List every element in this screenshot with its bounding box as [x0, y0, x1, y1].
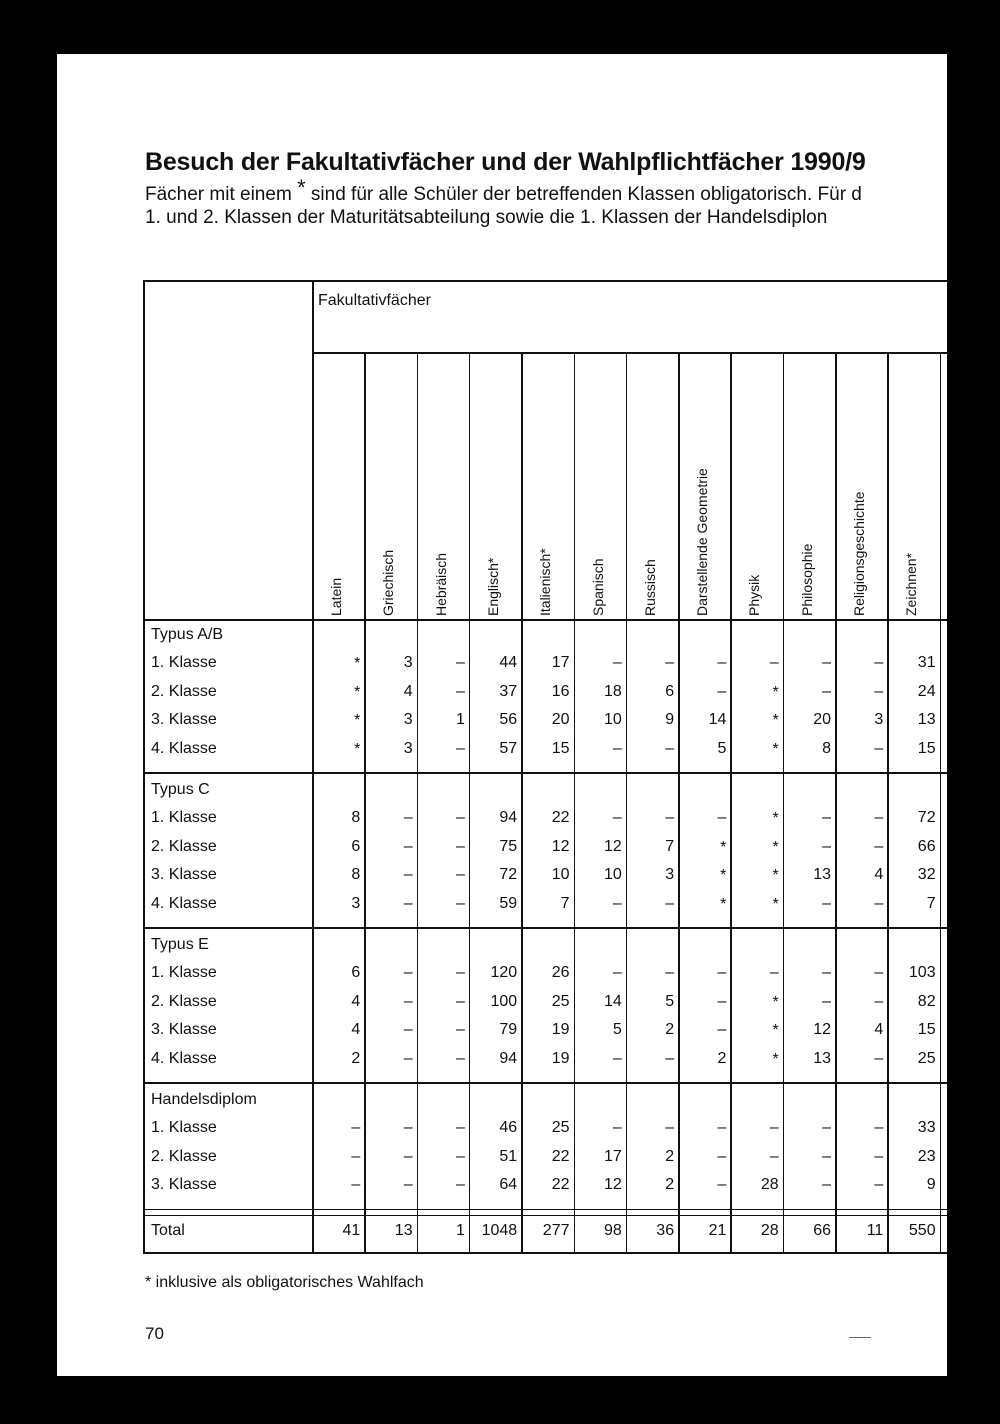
table-cell: 15	[917, 739, 936, 757]
table-cell: –	[403, 837, 413, 855]
rule-horizontal	[143, 1252, 947, 1254]
table-cell: 33	[917, 1119, 936, 1137]
rule-vertical	[783, 352, 785, 1252]
table-cell: 7	[665, 837, 675, 855]
table-cell: 7	[926, 894, 936, 912]
table-cell: –	[822, 837, 831, 855]
column-header	[590, 352, 606, 616]
table-cell: –	[455, 1176, 465, 1194]
table-cell: –	[665, 894, 675, 912]
table-cell: 5	[612, 1021, 622, 1039]
column-header	[799, 352, 815, 616]
table-cell: 12	[551, 837, 570, 855]
table-cell: 2	[665, 1176, 675, 1194]
column-header	[537, 352, 553, 616]
table-cell: 5	[665, 992, 675, 1010]
table-cell: –	[874, 1176, 884, 1194]
table-cell: 4	[403, 682, 413, 700]
table-cell: –	[403, 866, 413, 884]
total-cell: 28	[760, 1221, 779, 1239]
table-cell: 72	[917, 809, 936, 827]
table-cell: 17	[604, 1147, 622, 1165]
table-cell: 15	[917, 1021, 936, 1039]
table-cell: 22	[551, 1176, 570, 1194]
subtitle-line-1	[145, 175, 862, 206]
footnote: * inklusive als obligatorisches Wahlfach	[145, 1274, 424, 1291]
table-cell: 37	[499, 682, 518, 700]
total-label: Total	[151, 1221, 185, 1239]
table-cell: 5	[717, 739, 727, 757]
total-cell: 13	[394, 1221, 413, 1239]
table-cell: –	[612, 894, 622, 912]
table-cell: –	[717, 1147, 727, 1165]
total-cell: 21	[708, 1221, 727, 1239]
subtitle-text-b: sind für alle Schüler der betreffenden Klassen obligatorisch. Für d	[310, 184, 862, 205]
rule-horizontal	[143, 280, 947, 282]
table-cell-star: *	[772, 838, 779, 856]
table-cell: 59	[499, 894, 518, 912]
table-cell: 2	[717, 1049, 727, 1067]
column-header	[746, 352, 762, 616]
column-header	[328, 352, 344, 616]
table-cell: –	[612, 964, 622, 982]
table-cell-star: *	[720, 838, 727, 856]
table-cell: –	[874, 992, 884, 1010]
page-title: Besuch der Fakultativfächer und der Wahlpflichtfächer 1990/9	[145, 148, 866, 176]
table-cell: –	[612, 739, 622, 757]
table-cell-star: *	[772, 867, 779, 885]
table-cell: 4	[874, 866, 884, 884]
table-cell: –	[665, 1119, 675, 1137]
table-cell: –	[822, 992, 831, 1010]
table-cell: –	[665, 964, 675, 982]
table-cell: –	[822, 809, 831, 827]
table-cell-star: *	[772, 740, 779, 758]
column-header	[485, 352, 501, 616]
table-cell: –	[717, 964, 727, 982]
table-cell-star: *	[354, 712, 361, 730]
table-cell: 12	[813, 1021, 831, 1039]
column-header	[380, 352, 396, 616]
table-cell: 25	[551, 992, 570, 1010]
table-cell: –	[403, 992, 413, 1010]
rule-horizontal	[143, 772, 947, 774]
column-header-label: Latein	[328, 577, 344, 616]
table-cell: 13	[917, 711, 936, 729]
table-cell: –	[717, 654, 727, 672]
group-header: Fakultativfächer	[318, 292, 431, 309]
table-cell: 2	[351, 1049, 361, 1067]
total-cell: 66	[813, 1221, 831, 1239]
table-cell: 64	[499, 1176, 518, 1194]
table-cell: –	[874, 654, 884, 672]
row-label: 1. Klasse	[151, 654, 217, 672]
table-cell: –	[874, 682, 884, 700]
table-cell: 2	[665, 1147, 675, 1165]
rule-vertical	[521, 352, 523, 1252]
table-cell: –	[455, 1147, 465, 1165]
table-cell: –	[717, 1021, 727, 1039]
total-cell: 1048	[481, 1221, 518, 1239]
table-cell: 24	[917, 682, 936, 700]
table-cell: 44	[499, 654, 518, 672]
table-cell: 6	[351, 837, 361, 855]
table-cell: 6	[351, 964, 361, 982]
table-cell: 4	[351, 1021, 361, 1039]
table-cell: –	[874, 809, 884, 827]
table-cell: 2	[665, 1021, 675, 1039]
table-cell: 19	[551, 1049, 570, 1067]
total-cell: 11	[866, 1221, 884, 1239]
table-cell: –	[874, 1119, 884, 1137]
table-cell: –	[351, 1176, 361, 1194]
table-cell: 10	[551, 866, 570, 884]
table-cell: –	[403, 1147, 413, 1165]
table-cell: 120	[490, 964, 518, 982]
row-label: 4. Klasse	[151, 1049, 217, 1067]
column-header	[694, 352, 710, 616]
table-cell: –	[665, 739, 675, 757]
rule-vertical	[574, 352, 576, 1252]
table-cell: –	[403, 1049, 413, 1067]
table-cell: –	[403, 964, 413, 982]
table-cell: 56	[499, 711, 518, 729]
table-cell: –	[874, 739, 884, 757]
table-cell: –	[403, 894, 413, 912]
total-cell: 1	[455, 1221, 465, 1239]
rule-horizontal	[143, 1209, 947, 1211]
row-label: 2. Klasse	[151, 682, 217, 700]
total-cell: 550	[908, 1221, 936, 1239]
table-cell: 4	[351, 992, 361, 1010]
table-cell: 13	[813, 1049, 831, 1067]
total-cell: 36	[656, 1221, 675, 1239]
table-cell: 25	[551, 1119, 570, 1137]
table-cell: 8	[351, 809, 361, 827]
table-cell: 13	[813, 866, 831, 884]
table-cell: 32	[917, 866, 936, 884]
table-cell-star: *	[720, 867, 727, 885]
row-label: 2. Klasse	[151, 992, 217, 1010]
table-cell: –	[665, 1049, 675, 1067]
table-cell: 25	[917, 1049, 936, 1067]
column-header-label: Darstellende Geometrie	[694, 468, 711, 616]
rule-horizontal	[143, 1082, 947, 1084]
table-cell-star: *	[772, 810, 779, 828]
table-cell: 17	[551, 654, 570, 672]
column-header	[851, 352, 867, 616]
table-cell: 31	[917, 654, 936, 672]
table-cell: –	[455, 992, 465, 1010]
column-header-label: Zeichnen*	[903, 552, 920, 616]
row-label: 3. Klasse	[151, 1021, 217, 1039]
table-cell: –	[665, 654, 675, 672]
subtitle-line-2: 1. und 2. Klassen der Maturitätsabteilung sowie die 1. Klassen der Handelsdiplon	[145, 207, 828, 228]
column-header-label: Spanisch	[589, 558, 606, 616]
column-header	[433, 352, 449, 616]
row-label: 1. Klasse	[151, 1119, 217, 1137]
page-number: 70	[145, 1324, 164, 1343]
table-cell: –	[455, 1021, 465, 1039]
rule-horizontal	[143, 927, 947, 929]
rule-vertical	[626, 352, 628, 1252]
table-cell-star: *	[772, 683, 779, 701]
table-cell: 75	[499, 837, 518, 855]
column-header-label: Russisch	[641, 559, 658, 616]
table-cell-star: *	[354, 655, 361, 673]
column-header-label: Physik	[746, 574, 763, 616]
table-cell: –	[822, 654, 831, 672]
table-cell: 3	[403, 711, 413, 729]
table-cell: 3	[874, 711, 884, 729]
table-cell-star: *	[772, 993, 779, 1011]
table-cell: –	[455, 894, 465, 912]
table-cell: 100	[490, 992, 518, 1010]
table-cell: –	[403, 1176, 413, 1194]
table-cell: 1	[455, 711, 465, 729]
rule-vertical	[678, 352, 680, 1252]
table-cell: 20	[813, 711, 831, 729]
table-cell: 12	[604, 1176, 622, 1194]
table-cell: –	[455, 837, 465, 855]
table-cell: –	[612, 654, 622, 672]
rule-horizontal	[143, 619, 947, 621]
column-header-label: Englisch*	[484, 557, 501, 616]
table-cell: –	[612, 809, 622, 827]
table-cell: 22	[551, 809, 570, 827]
table-cell: –	[455, 739, 465, 757]
row-label: 1. Klasse	[151, 809, 217, 827]
table-cell: 22	[551, 1147, 570, 1165]
table-cell: 103	[908, 964, 936, 982]
table-cell-star: *	[720, 895, 727, 913]
table-cell: –	[612, 1119, 622, 1137]
table-cell: –	[769, 964, 779, 982]
total-cell: 277	[542, 1221, 570, 1239]
table-cell: –	[874, 894, 884, 912]
table-cell-star: *	[772, 1050, 779, 1068]
table-cell: –	[717, 992, 727, 1010]
table-cell: –	[874, 1049, 884, 1067]
table-cell: 7	[560, 894, 570, 912]
table-cell: –	[351, 1147, 361, 1165]
column-header-label: Philosophie	[798, 543, 815, 616]
table-cell-star: *	[772, 712, 779, 730]
row-label: 4. Klasse	[151, 894, 217, 912]
rule-vertical	[364, 352, 366, 1252]
table-cell: –	[455, 866, 465, 884]
table-cell: –	[822, 682, 831, 700]
table-cell: –	[455, 809, 465, 827]
table-cell: –	[455, 964, 465, 982]
table-cell: 14	[604, 992, 622, 1010]
table-cell: –	[455, 654, 465, 672]
table-cell: 12	[604, 837, 622, 855]
table-cell: –	[822, 1119, 831, 1137]
table-cell: –	[403, 1119, 413, 1137]
table-cell: 94	[499, 1049, 518, 1067]
table-cell-star: *	[772, 1022, 779, 1040]
table-cell: 10	[604, 711, 622, 729]
column-header	[642, 352, 658, 616]
table-cell: –	[665, 809, 675, 827]
table-cell: –	[769, 1147, 779, 1165]
table-cell: 3	[403, 739, 413, 757]
table-cell: 19	[551, 1021, 570, 1039]
table-cell: –	[717, 682, 727, 700]
table-cell: –	[822, 894, 831, 912]
rule-vertical	[143, 280, 145, 1252]
table-cell: 28	[760, 1176, 779, 1194]
table-cell: –	[717, 1119, 727, 1137]
row-label: 1. Klasse	[151, 964, 217, 982]
rule-vertical	[417, 352, 419, 1252]
table-cell: 9	[665, 711, 675, 729]
table-cell: 46	[499, 1119, 518, 1137]
table-cell: 16	[551, 682, 570, 700]
margin-mark	[849, 1337, 871, 1338]
rule-horizontal	[143, 1215, 947, 1217]
row-label: 3. Klasse	[151, 866, 217, 884]
table-cell: –	[717, 1176, 727, 1194]
table-cell: 23	[917, 1147, 936, 1165]
section-title: Typus C	[151, 781, 210, 798]
rule-vertical	[940, 352, 942, 1252]
table-cell: –	[403, 1021, 413, 1039]
table-cell: –	[455, 1049, 465, 1067]
table-cell: 3	[351, 894, 361, 912]
rule-vertical	[887, 352, 889, 1252]
table-cell: 26	[551, 964, 570, 982]
rule-vertical	[835, 352, 837, 1252]
column-header	[903, 352, 919, 616]
table-cell: 9	[926, 1176, 936, 1194]
total-cell: 41	[342, 1221, 361, 1239]
table-cell: 8	[822, 739, 831, 757]
table-cell: 51	[499, 1147, 518, 1165]
table-cell: –	[403, 809, 413, 827]
table-cell: –	[769, 654, 779, 672]
table-cell: 79	[499, 1021, 518, 1039]
table-cell: 72	[499, 866, 518, 884]
total-cell: 98	[604, 1221, 622, 1239]
table-cell: 82	[917, 992, 936, 1010]
table-cell: 20	[551, 711, 570, 729]
table-cell: –	[769, 1119, 779, 1137]
table-cell: 3	[665, 866, 675, 884]
table-cell: –	[351, 1119, 361, 1137]
table-cell: 15	[551, 739, 570, 757]
row-label: 2. Klasse	[151, 1147, 217, 1165]
table-cell: 6	[665, 682, 675, 700]
table-cell: –	[822, 1176, 831, 1194]
table-cell: 18	[604, 682, 622, 700]
rule-vertical	[312, 280, 314, 1252]
table-cell: –	[455, 1119, 465, 1137]
rule-vertical	[469, 352, 471, 1252]
subtitle-text-a: Fächer mit einem	[145, 184, 292, 205]
table-cell: –	[717, 809, 727, 827]
document-page	[57, 54, 947, 1376]
table-cell: 94	[499, 809, 518, 827]
table-cell: –	[822, 1147, 831, 1165]
section-title: Typus E	[151, 936, 209, 953]
table-cell: –	[822, 964, 831, 982]
table-cell: 3	[403, 654, 413, 672]
table-cell-star: *	[772, 895, 779, 913]
section-title: Typus A/B	[151, 626, 224, 643]
table-cell: –	[455, 682, 465, 700]
rule-vertical	[730, 352, 732, 1252]
table-cell: 4	[874, 1021, 884, 1039]
table-cell: 8	[351, 866, 361, 884]
row-label: 4. Klasse	[151, 739, 217, 757]
column-header-label: Italienisch*	[537, 548, 554, 616]
section-title: Handelsdiplom	[151, 1091, 257, 1108]
subtitle-star: *	[297, 175, 306, 200]
table-cell: –	[874, 837, 884, 855]
table-cell: 14	[708, 711, 727, 729]
row-label: 2. Klasse	[151, 837, 217, 855]
table-cell: –	[874, 964, 884, 982]
row-label: 3. Klasse	[151, 1176, 217, 1194]
table-cell: 66	[917, 837, 936, 855]
table-cell: 57	[499, 739, 518, 757]
column-header-label: Religionsgeschichte	[851, 491, 867, 616]
table-cell: –	[612, 1049, 622, 1067]
table-cell-star: *	[354, 740, 361, 758]
row-label: 3. Klasse	[151, 711, 217, 729]
table-cell: –	[874, 1147, 884, 1165]
column-header-label: Hebräisch	[432, 552, 449, 616]
table-cell-star: *	[354, 683, 361, 701]
column-header-label: Griechisch	[380, 549, 397, 616]
table-cell: 10	[604, 866, 622, 884]
